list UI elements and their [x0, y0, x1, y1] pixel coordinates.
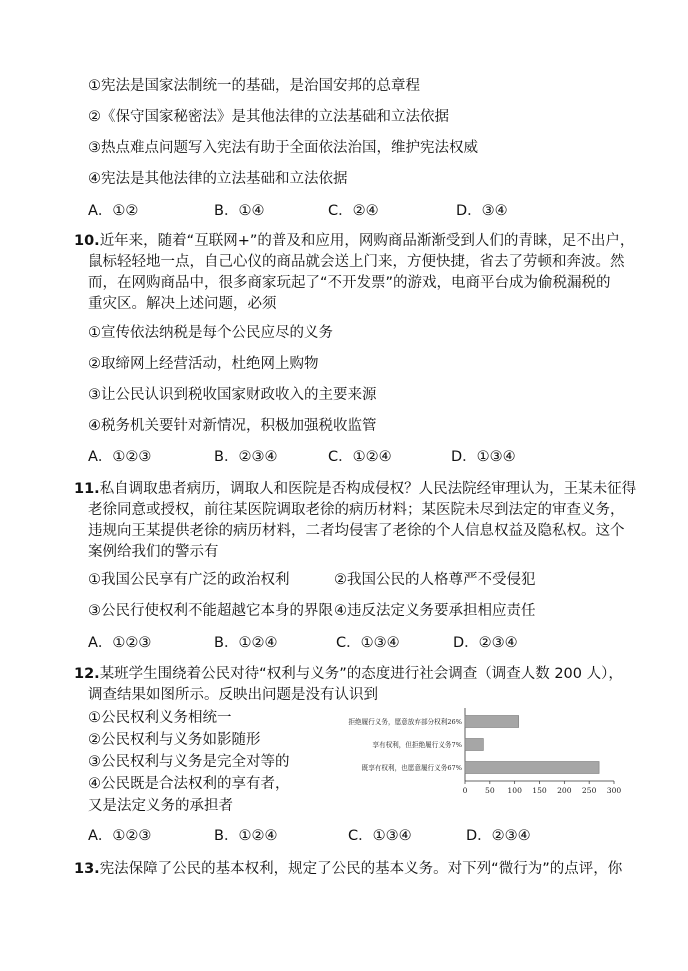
q12-stem-line-1: 12.某班学生围绕着公民对待“权利与义务”的态度进行社会调查（调查人数 200 人）， — [74, 666, 623, 682]
x-tick-label-3: 150 — [532, 786, 547, 795]
q9-statement-4: ④宪法是其他法律的立法基础和立法依据 — [88, 171, 348, 187]
q12-stem-line-2: 调查结果如图所示。反映出问题是没有认识到 — [88, 687, 378, 703]
q12-statement-4-cont: 又是法定义务的承担者 — [88, 798, 233, 814]
q10-stem-line-4: 重灾区。解决上述问题，必须 — [88, 296, 277, 312]
bar-0 — [465, 716, 519, 728]
q12-option-d[interactable]: D．②③④ — [466, 828, 531, 844]
x-tick-label-4: 200 — [557, 786, 572, 795]
q9-option-c[interactable]: C．②④ — [328, 203, 379, 219]
x-tick-label-2: 100 — [507, 786, 522, 795]
bar-2 — [465, 762, 599, 774]
q10-statement-1: ①宣传依法纳税是每个公民应尽的义务 — [88, 325, 333, 341]
q10-option-c[interactable]: C．①②④ — [328, 449, 392, 465]
q11-number: 11. — [74, 481, 100, 497]
q10-option-b[interactable]: B．②③④ — [214, 449, 278, 465]
q9-option-d[interactable]: D．③④ — [456, 203, 508, 219]
q11-statement-1: ①我国公民享有广泛的政治权利 — [88, 572, 290, 588]
x-tick-label-6: 300 — [606, 786, 622, 795]
q11-statement-4: ④违反法定义务要承担相应责任 — [334, 603, 536, 619]
q11-stem-line-2: 老徐同意或授权，前往某医院调取老徐的病历材料；某医院未尽到法定的审查义务， — [88, 502, 625, 518]
x-tick-label-5: 250 — [581, 786, 597, 795]
q12-option-a[interactable]: A．①②③ — [88, 828, 152, 844]
q12-statement-4: ④公民既是合法权利的享有者， — [88, 776, 290, 792]
q9-statement-1: ①宪法是国家法制统一的基础，是治国安邦的总章程 — [88, 78, 420, 94]
q10-option-d[interactable]: D．①③④ — [451, 449, 516, 465]
q11-option-a[interactable]: A．①②③ — [88, 635, 152, 651]
q9-statement-2: ②《保守国家秘密法》是其他法律的立法基础和立法依据 — [88, 109, 449, 125]
q10-number: 10. — [74, 233, 100, 249]
category-label-0: 拒绝履行义务，愿意放弃部分权利26% — [348, 718, 462, 726]
q11-option-b[interactable]: B．①②④ — [214, 635, 278, 651]
q10-option-a[interactable]: A．①②③ — [88, 449, 152, 465]
q11-statement-2: ②我国公民的人格尊严不受侵犯 — [334, 572, 536, 588]
x-tick-label-0: 0 — [462, 786, 468, 795]
category-label-1: 享有权利，但拒绝履行义务7% — [372, 741, 462, 749]
q13-stem-line-1: 13.宪法保障了公民的基本权利，规定了公民的基本义务。对下列“微行为”的点评，你 — [74, 861, 623, 877]
bar-1 — [465, 739, 483, 751]
q9-statement-3: ③热点难点问题写入宪法有助于全面依法治国，维护宪法权威 — [88, 140, 478, 156]
q10-statement-2: ②取缔网上经营活动，杜绝网上购物 — [88, 356, 319, 372]
q11-statement-3: ③公民行使权利不能超越它本身的界限 — [88, 603, 333, 619]
q12-statement-1: ①公民权利义务相统一 — [88, 710, 232, 726]
q11-option-c[interactable]: C．①③④ — [336, 635, 400, 651]
q10-stem-line-1: 10.近年来，随着“互联网+”的普及和应用，网购商品渐渐受到人们的青睐，足不出户， — [74, 233, 635, 249]
category-label-2: 既享有权利，也愿意履行义务67% — [361, 764, 462, 772]
q11-stem-line-3: 违规向王某提供老徐的病历材料，二者均侵害了老徐的个人信息权益及隐私权。这个 — [88, 523, 625, 539]
q12-statement-2: ②公民权利与义务如影随形 — [88, 732, 261, 748]
q9-option-a[interactable]: A．①② — [88, 203, 139, 219]
q12-number: 12. — [74, 666, 100, 682]
q12-option-c[interactable]: C．①③④ — [348, 828, 412, 844]
q12-option-b[interactable]: B．①②④ — [214, 828, 278, 844]
chart-canvas — [300, 706, 640, 801]
q9-option-b[interactable]: B．①④ — [214, 203, 265, 219]
q11-stem-line-4: 案例给我们的警示有 — [88, 544, 219, 560]
q10-statement-4: ④税务机关要针对新情况，积极加强税收监管 — [88, 418, 377, 434]
survey-bar-chart — [300, 706, 640, 801]
q10-stem-line-3: 而，在网购商品中，很多商家玩起了“不开发票”的游戏，电商平台成为偷税漏税的 — [88, 275, 611, 291]
q10-stem-line-2: 鼠标轻轻地一点，自己心仪的商品就会送上门来，方便快捷，省去了劳顿和奔波。然 — [88, 254, 625, 270]
q11-stem-line-1: 11.私自调取患者病历，调取人和医院是否构成侵权？人民法院经审理认为，王某未征得 — [74, 481, 637, 497]
x-tick-label-1: 50 — [484, 786, 495, 795]
q13-number: 13. — [74, 861, 100, 877]
q10-statement-3: ③让公民认识到税收国家财政收入的主要来源 — [88, 387, 377, 403]
q12-statement-3: ③公民权利与义务是完全对等的 — [88, 754, 290, 770]
q11-option-d[interactable]: D．②③④ — [453, 635, 518, 651]
